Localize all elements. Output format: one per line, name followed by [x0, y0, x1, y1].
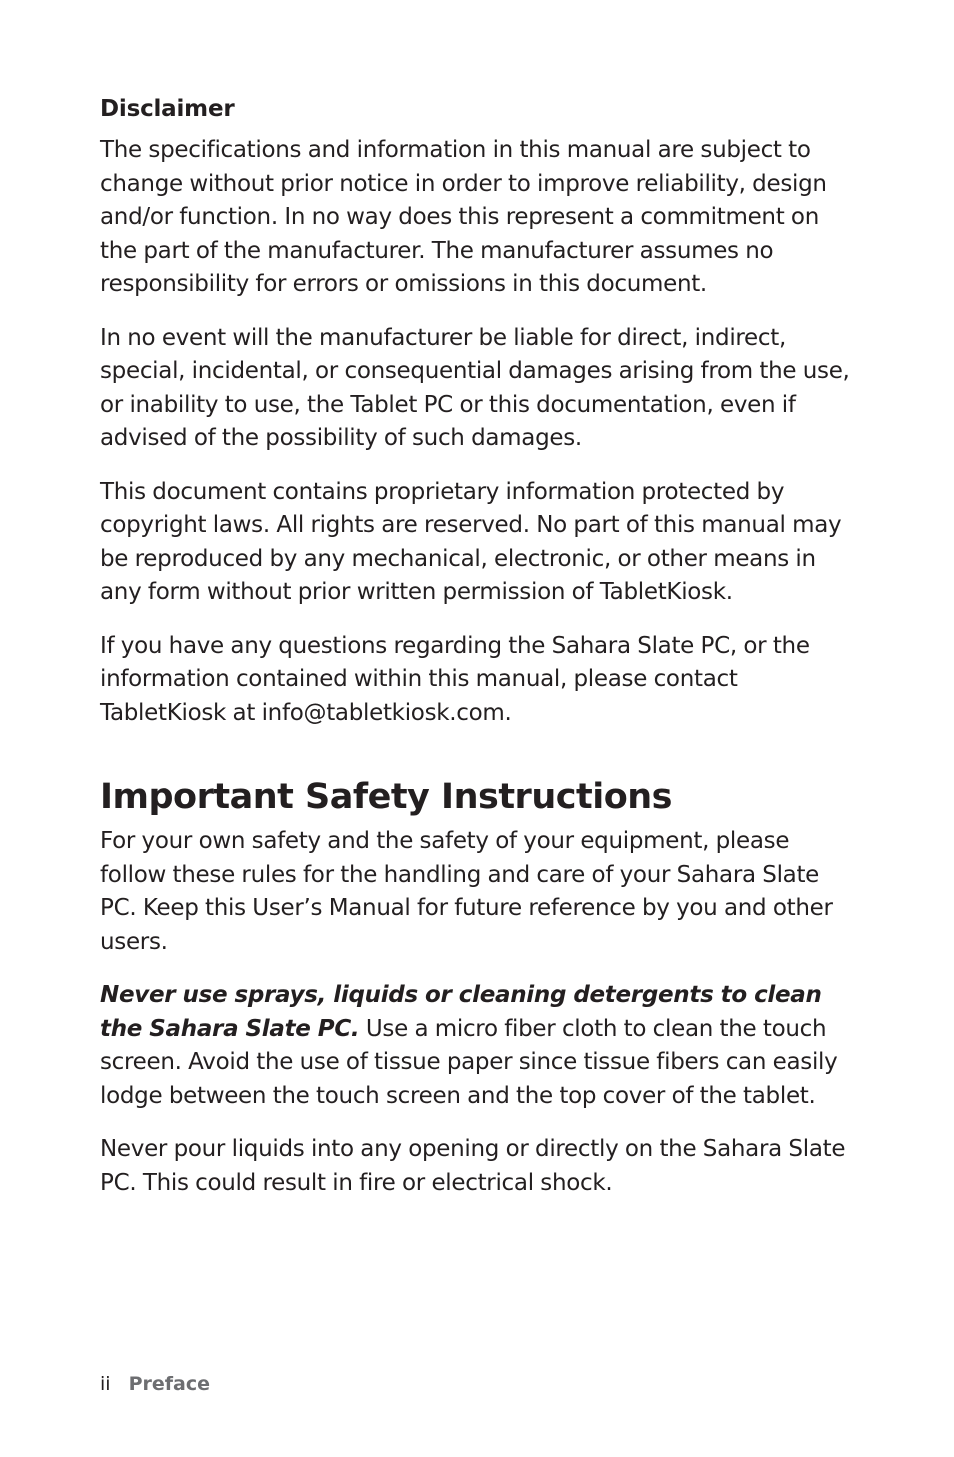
page-footer [100, 1371, 210, 1397]
disclaimer-paragraph-2: In no event will the manufacturer be liable for direct, indirect, special, incidental, or consequential damages arising from the use, or inability to use, the Tablet PC or this documentation, even if advised of the possibility of such damages. [100, 324, 850, 451]
page-content [100, 92, 860, 1220]
disclaimer-paragraph-4: If you have any questions regarding the Sahara Slate PC, or the information contained within this manual, please contact TabletKiosk at info@tabletkiosk.com. [100, 632, 810, 726]
safety-warning-emphasis: Never use sprays, liquids or cleaning detergents to clean the Sahara Slate PC. [100, 982, 822, 1042]
safety-paragraph-3: Never pour liquids into any opening or directly on the Sahara Slate PC. This could result in fire or electrical shock. [100, 1136, 846, 1196]
page-number: ii [100, 1373, 111, 1395]
safety-paragraph-1: For your own safety and the safety of your equipment, please follow these rules for the handling and care of your Sahara Slate PC. Keep this User’s Manual for future reference by you and other users. [100, 828, 833, 955]
disclaimer-heading: Disclaimer [100, 96, 235, 122]
safety-paragraph-2-text: Use a micro fiber cloth to clean the touch screen. Avoid the use of tissue paper since tissue fibers can easily lodge between the touch screen and the top cover of the tablet. [100, 1015, 838, 1109]
footer-section-title: Preface [128, 1373, 211, 1395]
safety-paragraph-2 [100, 979, 860, 1113]
safety-heading: Important Safety Instructions [100, 777, 673, 817]
disclaimer-paragraph-1: The specifications and information in this manual are subject to change without prior notice in order to improve reliability, design and/or function. In no way does this represent a commitment on the part of the manufacturer. The manufacturer assumes no responsibility for errors or omissions in this document. [100, 137, 827, 297]
disclaimer-paragraph-3: This document contains proprietary information protected by copyright laws. All rights are reserved. No part of this manual may be reproduced by any mechanical, electronic, or other means in any form without prior written permission of TabletKiosk. [100, 478, 842, 605]
